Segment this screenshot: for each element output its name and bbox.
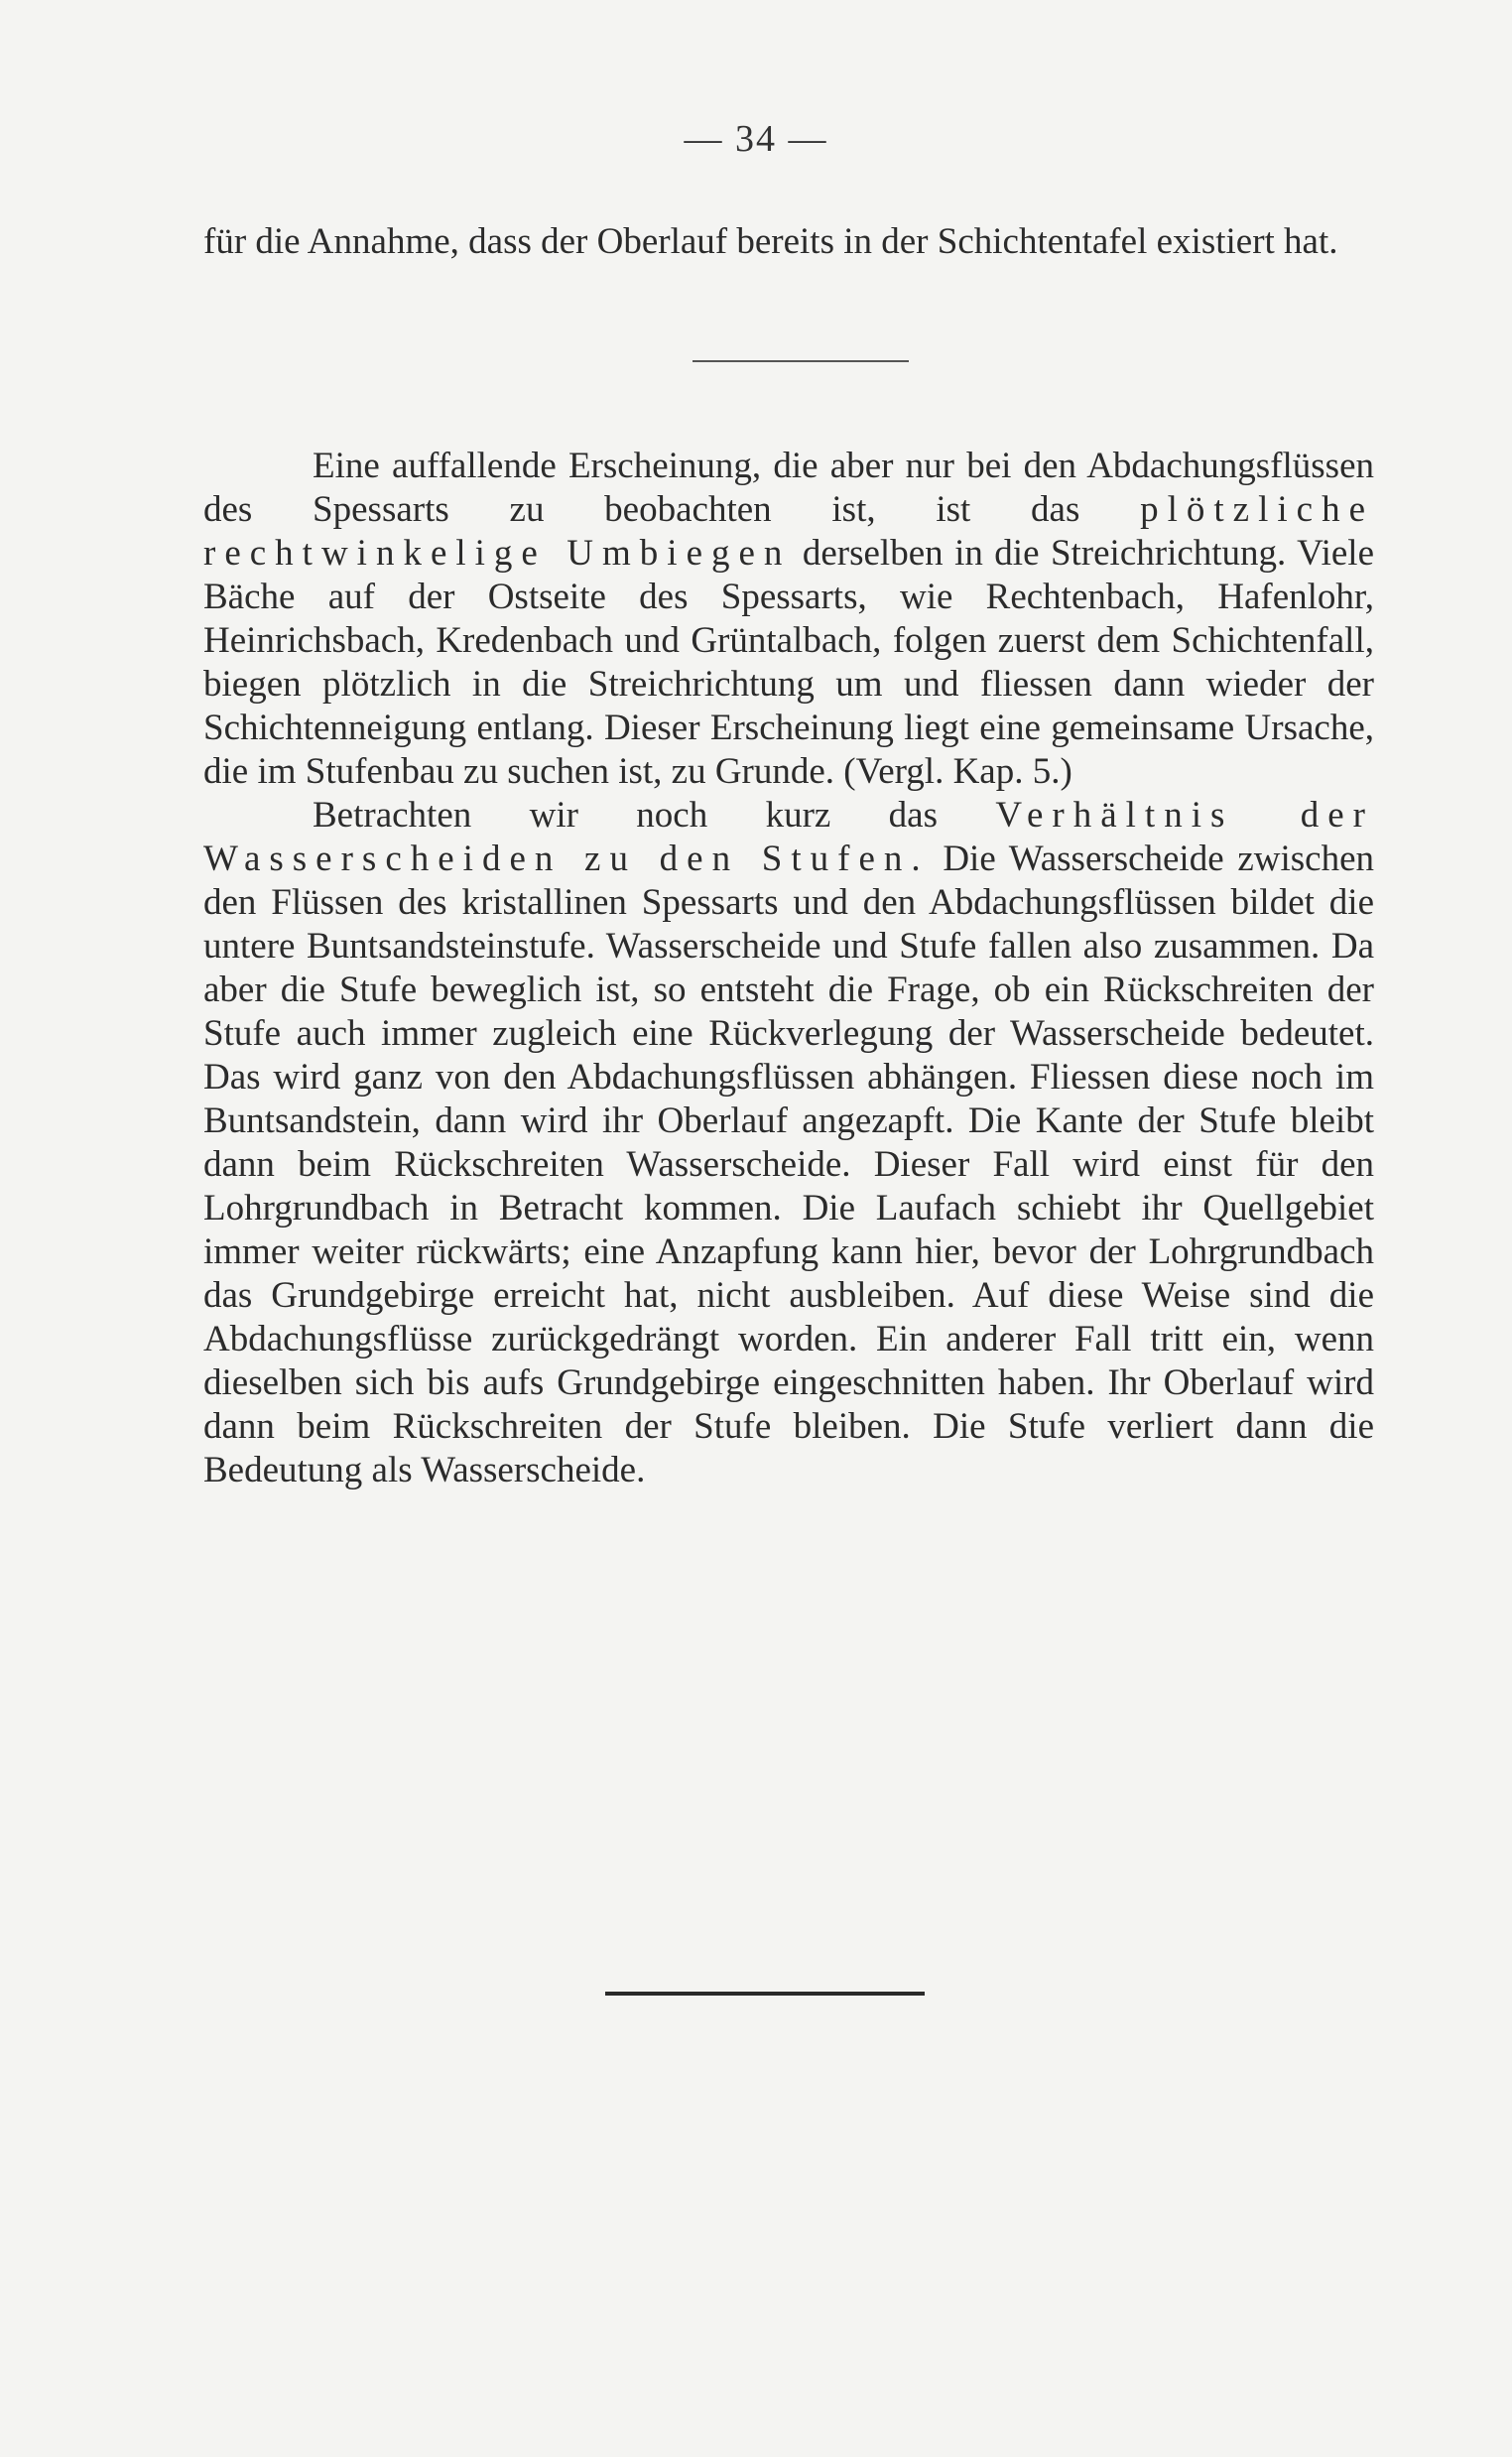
paragraph-text-start: Eine auffallende Erscheinung, die aber nur bei den Abdachungsflüssen des Spessarts zu beobachten ist, ist das xyxy=(203,446,1374,530)
paragraph-text-start: Betrachten wir noch kurz das xyxy=(313,795,996,836)
paragraph-text: für die Annahme, dass der Oberlauf bereits in der Schichtentafel existiert hat. xyxy=(203,221,1338,262)
paragraph-text-end: Die Wasserscheide zwischen den Flüssen des kristallinen Spessarts und den Abdachungsflüssen bildet die untere Buntsandsteinstufe. Wasserscheide und Stufe fallen also zusammen. Da aber die Stufe beweglich ist, so entsteht die Frage, ob ein Rückschreiten der Stufe auch immer zugleich eine Rückverlegung der Wasserscheide bedeutet. Das wird ganz von den Abdachungsflüssen abhängen. Fliessen diese noch im Buntsandstein, dann wird ihr Oberlauf angezapft. Die Kante der Stufe bleibt dann beim Rückschreiten Wasserscheide. Dieser Fall wird einst für den Lohrgrundbach in Betracht kommen. Die Laufach schiebt ihr Quellgebiet immer weiter rückwärts; eine Anzapfung kann hier, bevor der Lohrgrundbach das Grundgebirge erreicht hat, nicht ausbleiben. Auf diese Weise sind die Abdachungsflüsse zurückgedrängt worden. Ein anderer Fall tritt ein, wenn dieselben sich bis aufs Grundgebirge eingeschnitten haben. Ihr Oberlauf wird dann beim Rückschreiten der Stufe bleiben. Die Stufe verliert dann die Bedeutung als Wasserscheide. xyxy=(203,839,1374,1490)
main-text xyxy=(203,445,1374,1492)
paragraph-stream-bending xyxy=(203,445,1374,794)
page-number: — 34 — xyxy=(684,118,828,160)
spaced-emphasis: plötzliche rechtwinkelige Umbiegen xyxy=(203,489,1374,574)
paragraph-text-end: derselben in die Streichrichtung. Viele Bäche auf der Ostseite des Spessarts, wie Rechtenbach, Hafenlohr, Heinrichsbach, Kredenbach und Grüntalbach, folgen zuerst dem Schichtenfall, biegen plötzlich in die Streichrichtung um und fliessen dann wieder der Schichtenneigung entlang. Dieser Erscheinung liegt eine gemeinsame Ursache, die im Stufenbau zu suchen ist, zu Grunde. (Vergl. Kap. 5.) xyxy=(203,533,1374,792)
section-divider xyxy=(693,360,909,362)
paragraph-watersheds xyxy=(203,794,1374,1492)
spaced-emphasis: Verhältnis der Wasserscheiden zu den Stufen. xyxy=(203,795,1374,879)
continuation-paragraph xyxy=(203,220,1374,264)
chapter-end-rule xyxy=(605,1992,925,1996)
